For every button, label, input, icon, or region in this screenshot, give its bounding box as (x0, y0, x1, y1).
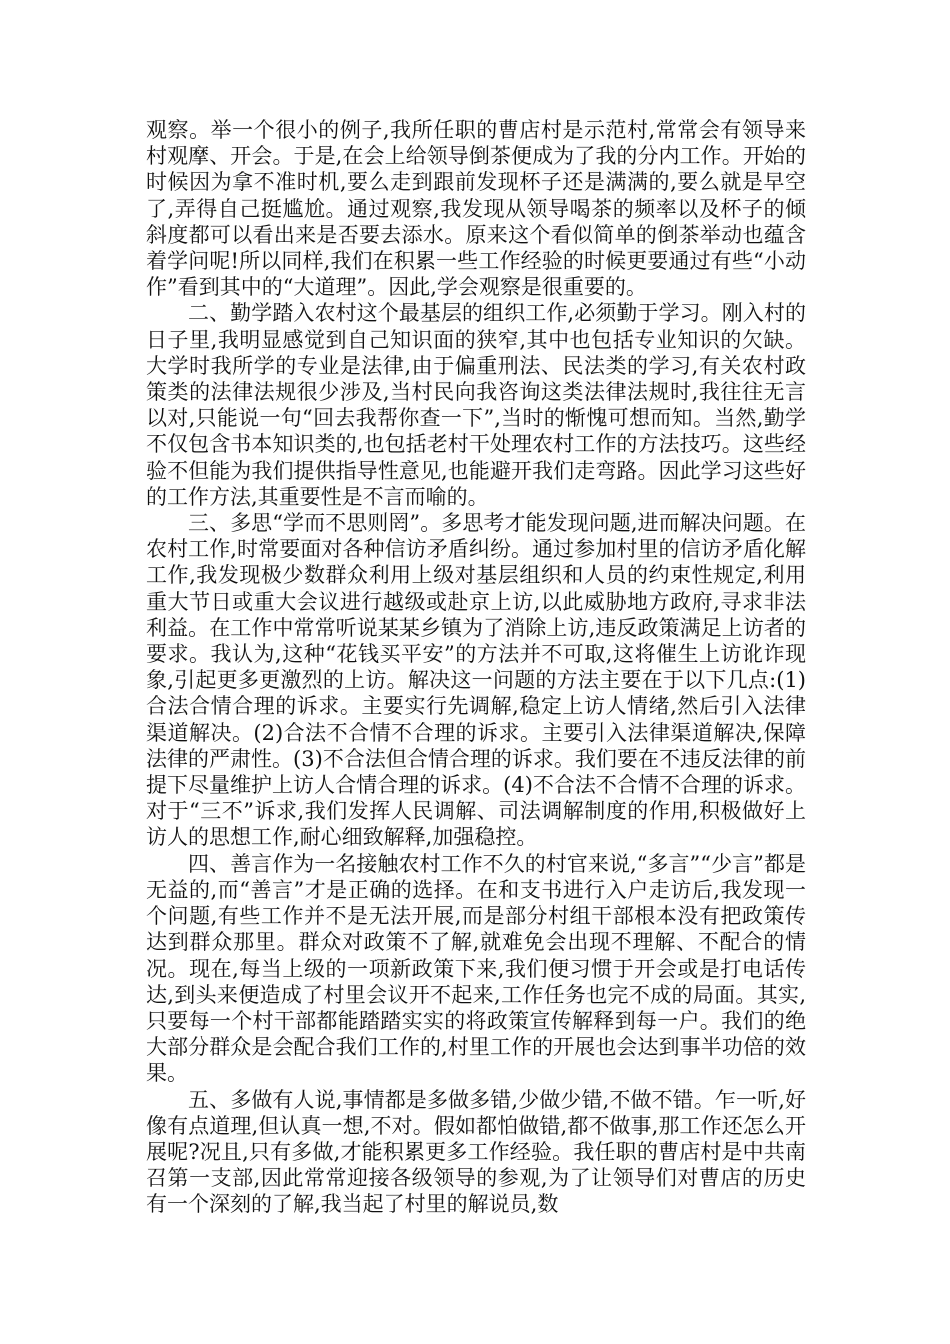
paragraph-do-more: 五、多做有人说,事情都是多做多错,少做少错,不做不错。乍一听,好像有点道理,但认真一想,不对。假如都怕做错,都不做事,那工作还怎么开展呢?况且,只有多做,才能积累更多工作经验。我任职的曹店村是中共南召第一支部,因此常常迎接各级领导的参观,为了让领导们对曹店的历史有一个深刻的了解,我当起了村里的解说员,数 (146, 1087, 806, 1217)
paragraph-diligent-study: 二、勤学踏入农村这个最基层的组织工作,必须勤于学习。刚入村的日子里,我明显感觉到自己知识面的狭窄,其中也包括专业知识的欠缺。大学时我所学的专业是法律,由于偏重刑法、民法类的学习,有关农村政策类的法律法规很少涉及,当村民向我咨询这类法律法规时,我往往无言以对,只能说一句“回去我帮你查一下”,当时的惭愧可想而知。当然,勤学不仅包含书本知识类的,也包括老村干处理农村工作的方法技巧。这些经验不但能为我们提供指导性意见,也能避开我们走弯路。因此学习这些好的工作方法,其重要性是不言而喻的。 (146, 301, 806, 509)
paragraph-think-more: 三、多思“学而不思则罔”。多思考才能发现问题,进而解决问题。在农村工作,时常要面对各种信访矛盾纠纷。通过参加村里的信访矛盾化解工作,我发现极少数群众利用上级对基层组织和人员的约束性规定,利用重大节日或重大会议进行越级或赴京上访,以此威胁地方政府,寻求非法利益。在工作中常常听说某某乡镇为了消除上访,违反政策满足上访者的要求。我认为,这种“花钱买平安”的方法并不可取,这将催生上访讹诈现象,引起更多更激烈的上访。解决这一问题的方法主要在于以下几点:(1)合法合情合理的诉求。主要实行先调解,稳定上访人情绪,然后引入法律渠道解决。(2)合法不合情不合理的诉求。主要引入法律渠道解决,保障法律的严肃性。(3)不合法但合情合理的诉求。我们要在不违反法律的前提下尽量维护上访人合情合理的诉求。(4)不合法不合情不合理的诉求。对于“三不”诉求,我们发挥人民调解、司法调解制度的作用,积极做好上访人的思想工作,耐心细致解释,加强稳控。 (146, 511, 806, 850)
paragraph-observation-tail: 观察。举一个很小的例子,我所任职的曹店村是示范村,常常会有领导来村观摩、开会。于是,在会上给领导倒茶便成为了我的分内工作。开始的时候因为拿不准时机,要么走到跟前发现杯子还是满满的,要么就是早空了,弄得自己挺尴尬。通过观察,我发现从领导喝茶的频率以及杯子的倾斜度都可以看出来是否要去添水。原来这个看似简单的倒茶举动也蕴含着学问呢!所以同样,我们在积累一些工作经验的时候更要通过有些“小动作”看到其中的“大道理”。因此,学会观察是很重要的。 (146, 118, 806, 300)
document-page (146, 117, 806, 1218)
paragraph-speak-well: 四、善言作为一名接触农村工作不久的村官来说,“多言”“少言”都是无益的,而“善言”才是正确的选择。在和支书进行入户走访后,我发现一个问题,有些工作并不是无法开展,而是部分村组干部根本没有把政策传达到群众那里。群众对政策不了解,就难免会出现不理解、不配合的情况。现在,每当上级的一项新政策下来,我们便习惯于开会或是打电话传达,到头来便造成了村里会议开不起来,工作任务也完不成的局面。其实,只要每一个村干部都能踏踏实实的将政策宣传解释到每一户。我们的绝大部分群众是会配合我们工作的,村里工作的开展也会达到事半功倍的效果。 (146, 851, 806, 1086)
